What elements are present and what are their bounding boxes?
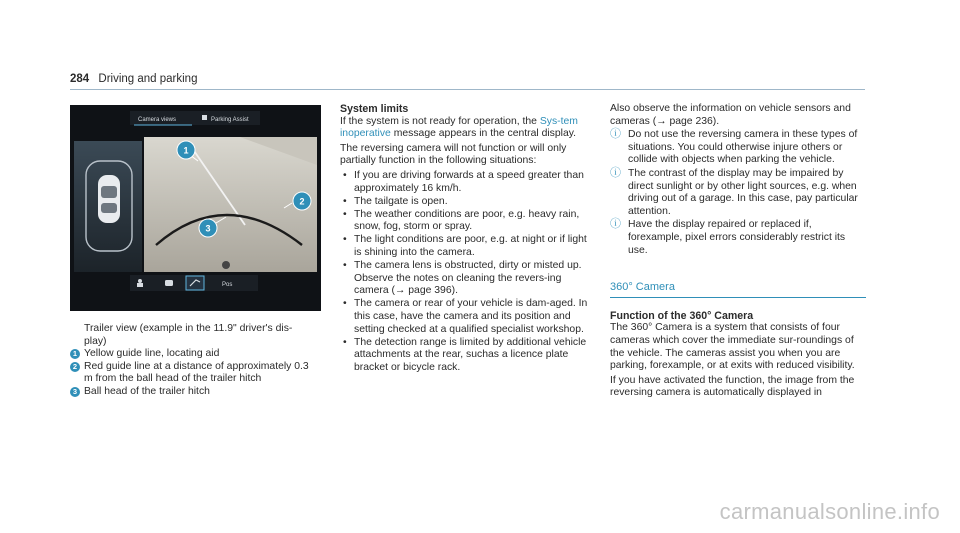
note-item: ⓘ The contrast of the display may be impaired by direct sunlight or by other light sources, e.g. when driving out of a garage. In this case, pay particular attention. <box>610 166 858 217</box>
legend-number: 3 <box>70 387 80 397</box>
function-heading: Function of the 360° Camera <box>610 309 754 322</box>
list-item: • The weather conditions are poor, e.g. heavy rain, snow, fog, storm or spray. <box>340 209 590 234</box>
notes-column <box>610 103 866 400</box>
trailer-view-figure <box>70 105 321 311</box>
figure-caption <box>70 323 320 399</box>
info-icon: ⓘ <box>610 128 621 141</box>
system-limits-paragraph: The reversing camera will not function or will only partially function in the following situations: <box>340 142 567 167</box>
info-icon: ⓘ <box>610 218 621 231</box>
page-number: 284 <box>70 73 90 85</box>
note-item: ⓘ Do not use the reversing camera in these types of situations. You could otherwise injure others or collide with objects when parking the vehicle. <box>610 128 858 166</box>
trailer-view-button[interactable] <box>186 276 204 290</box>
parking-sensor-icon[interactable] <box>165 280 173 286</box>
caption-line: Trailer view (example in the 11.9" driver's dis- <box>84 323 293 334</box>
function-paragraph: If you have activated the function, the image from the reversing camera is automatically displayed in <box>610 374 855 399</box>
intro-paragraph: Also observe the information on vehicle sensors and cameras (→ page 236). <box>610 103 851 127</box>
list-item: • The light conditions are poor, e.g. at night or if light is shining into the camera. <box>340 234 590 259</box>
pos-button[interactable]: Pos <box>222 282 233 288</box>
note-item: ⓘ Have the display repaired or replaced if, forexample, pixel errors considerably restrict its use. <box>610 218 846 256</box>
svg-text:3: 3 <box>205 223 211 234</box>
car-top-view-icon <box>98 175 120 223</box>
system-inoperative-link: Sys-tem inoperative <box>340 115 578 140</box>
info-icon: ⓘ <box>610 166 621 179</box>
list-item: • The camera lens is obstructed, dirty or misted up. Observe the notes on cleaning the revers-ing camera (→ page 396). <box>340 260 590 298</box>
legend-number: 2 <box>70 362 80 372</box>
tab-parking-assist[interactable]: Parking Assist <box>211 117 249 123</box>
list-item: • The tailgate is open. <box>340 196 590 209</box>
legend-item: 2 Red guide line at a distance of approximately 0.3 m from the ball head of the trailer hitch <box>70 361 320 386</box>
system-limits-heading: System limits <box>340 103 409 115</box>
function-paragraph: The 360° Camera is a system that consists of four cameras which cover the immediate sur-roundings of the vehicle. The cameras assist you when you are parking, forexample, or at exits with reduced visibility. <box>610 322 855 372</box>
legend-item: 3 Ball head of the trailer hitch <box>70 386 320 399</box>
svg-text:2: 2 <box>299 196 305 207</box>
list-item: • The detection range is limited by additional vehicle attachments at the rear, suchas a licence plate bracket or bicycle rack. <box>340 337 590 375</box>
system-limits-column <box>340 103 590 375</box>
tab-camera-views[interactable]: Camera views <box>138 117 177 123</box>
watermark: carmanualsonline.info <box>719 499 940 524</box>
section-title: Driving and parking <box>98 73 198 85</box>
list-item: • The camera or rear of your vehicle is dam-aged. In this case, have the camera and its position and setting checked at a qualified specialist workshop. <box>340 298 590 336</box>
legend-number: 1 <box>70 349 80 359</box>
section-heading-360-camera: 360° Camera <box>610 281 866 298</box>
svg-text:1: 1 <box>183 145 189 156</box>
situation-list <box>340 170 590 375</box>
header-rule <box>70 89 865 90</box>
page-header <box>70 73 197 85</box>
list-item: • If you are driving forwards at a speed greater than approximately 16 km/h. <box>340 170 590 195</box>
legend-item: 1 Yellow guide line, locating aid <box>70 348 320 361</box>
trailer-hitch-ball <box>222 261 230 269</box>
system-limits-paragraph: If the system is not ready for operation, the Sys-tem inoperative message appears in the central display. <box>340 115 578 140</box>
caption-line: play) <box>84 335 107 347</box>
